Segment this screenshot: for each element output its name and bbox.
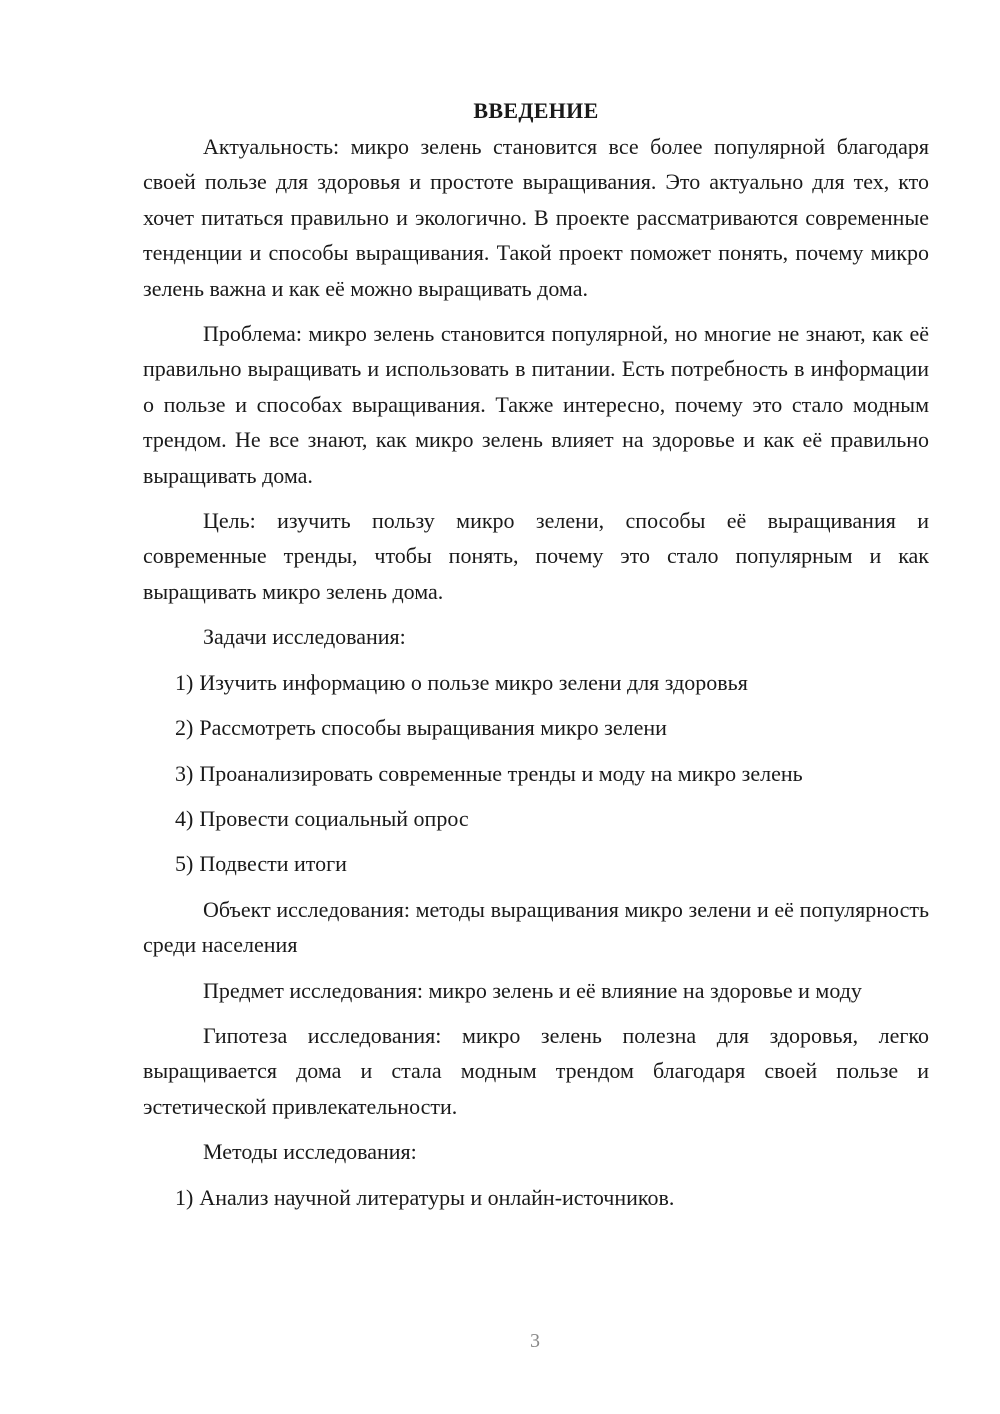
page-title: ВВЕДЕНИЕ [473,98,599,123]
tasks-list [143,665,929,882]
list-item-text: Подвести итоги [199,851,347,877]
list-item-number: 4) [175,805,194,831]
list-item-number: 5) [175,851,194,877]
page-number: 3 [530,1330,540,1352]
list-item-number: 3) [175,760,194,786]
list-item [143,756,929,791]
list-item-text: Анализ научной литературы и онлайн-источников. [199,1184,675,1210]
paragraph-goal: Цель: изучить пользу микро зелени, способы её выращивания и современные тренды, чтобы понять, почему это стало популярным и как выращивать микро зелень дома. [143,508,929,604]
list-item [143,1180,929,1215]
paragraph-hypothesis: Гипотеза исследования: микро зелень полезна для здоровья, легко выращивается дома и стала модным трендом благодаря своей пользе и эстетической привлекательности. [143,1022,929,1119]
paragraph-relevance: Актуальность: микро зелень становится все более популярной благодаря своей пользе для здоровья и простоте выращивания. Это актуально для тех, кто хочет питаться правильно и экологично. В проекте рассматриваются современные тенденции и способы выращивания. Такой проект поможет понять, почему микро зелень важна и как её можно выращивать дома. [143,134,929,301]
list-item-number: 1) [175,669,194,695]
tasks-heading: Задачи исследования: [203,624,406,650]
list-item-text: Изучить информацию о пользе микро зелени для здоровья [199,669,748,695]
paragraph-object: Объект исследования: методы выращивания микро зелени и её популярность среди населения [143,896,929,958]
paragraph-subject: Предмет исследования: микро зелень и её влияние на здоровье и моду [203,977,862,1003]
list-item-text: Рассмотреть способы выращивания микро зелени [199,715,667,741]
list-item-number: 1) [175,1184,194,1210]
list-item [143,665,929,700]
document-page [143,95,929,1225]
paragraph-problem: Проблема: микро зелень становится популярной, но многие не знают, как её правильно выращивать и использовать в питании. Есть потребность в информации о пользе и способах выращивания. Также интересно, почему это стало модным трендом. Не все знают, как микро зелень влияет на здоровье и как её правильно выращивать дома. [143,321,929,488]
list-item [143,846,929,881]
list-item-text: Проанализировать современные тренды и моду на микро зелень [199,760,803,786]
list-item-text: Провести социальный опрос [199,805,469,831]
list-item [143,710,929,745]
list-item [143,801,929,836]
methods-list [143,1180,929,1215]
methods-heading: Методы исследования: [203,1139,417,1165]
list-item-number: 2) [175,715,194,741]
